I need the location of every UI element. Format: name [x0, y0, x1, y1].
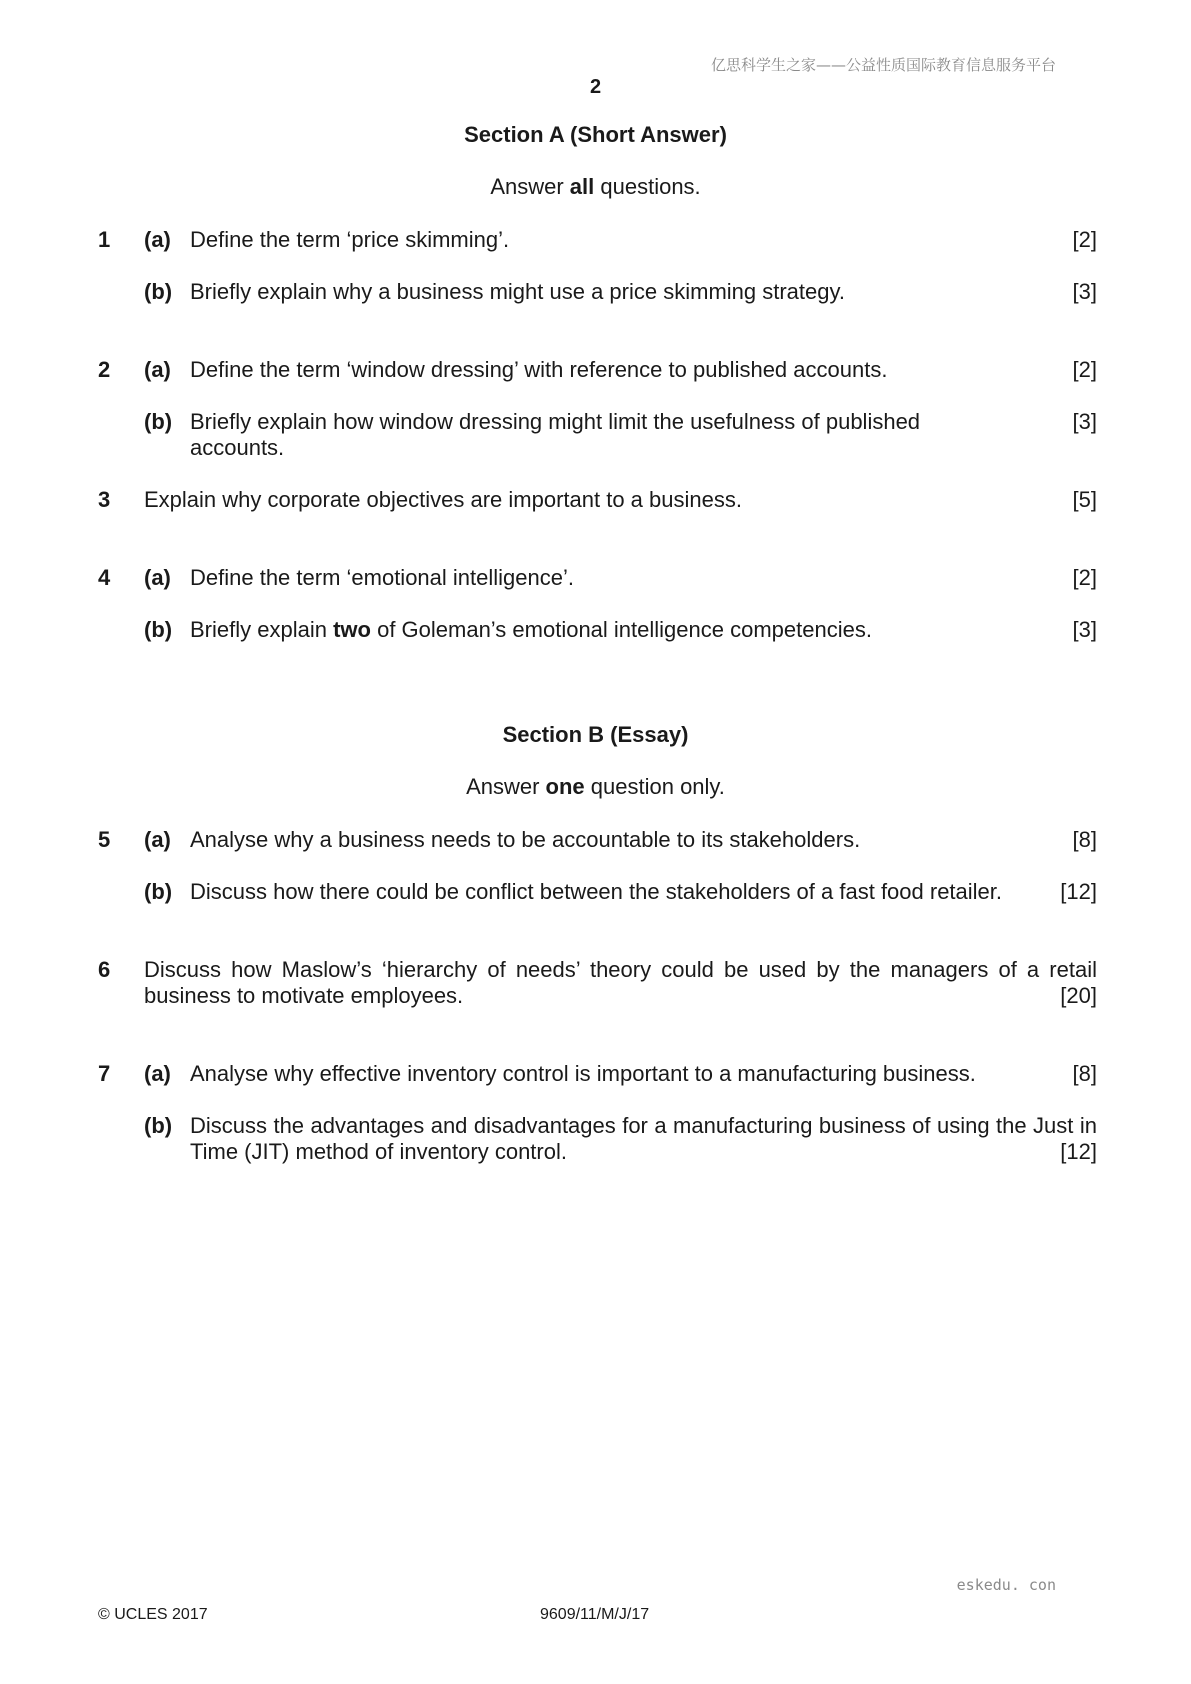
question-text: Analyse why a business needs to be accountable to its stakeholders.: [190, 827, 861, 852]
question-text: Analyse why effective inventory control is important to a manufacturing business.: [190, 1061, 976, 1086]
question-text-line: Discuss how Maslow’s ‘hierarchy of needs’ theory could be used by the managers of a retail: [144, 957, 1097, 982]
question-number: 6: [98, 957, 111, 982]
instruction-emphasis: all: [569, 174, 595, 199]
instruction-text: Answer: [490, 174, 570, 199]
section-a-instruction: [0, 174, 1191, 200]
bottom-watermark: eskedu. con: [956, 1576, 1056, 1594]
top-watermark: 亿思科学生之家——公益性质国际教育信息服务平台: [710, 56, 1056, 74]
question-text: Discuss how there could be conflict between the stakeholders of a fast food retailer.: [190, 879, 1003, 904]
part-label: (b): [144, 879, 173, 904]
question-text-last-line: [144, 983, 1097, 1009]
part-label: (b): [144, 279, 173, 304]
instruction-text: Answer: [466, 774, 546, 799]
part-label: (b): [144, 1113, 173, 1138]
part-label: (b): [144, 617, 173, 642]
part-label: (b): [144, 409, 173, 434]
question-text-part: of Goleman’s emotional intelligence competencies.: [370, 617, 872, 642]
question-text-emphasis: two: [333, 617, 371, 642]
question-text: Define the term ‘price skimming’.: [190, 227, 510, 252]
copyright: © UCLES 2017: [98, 1606, 208, 1623]
section-b-instruction: [0, 774, 1191, 800]
part-label: (a): [144, 565, 171, 590]
question-text: Define the term ‘window dressing’ with reference to published accounts.: [190, 357, 888, 382]
question-text-part: Briefly explain: [190, 617, 334, 642]
marks: [12]: [1060, 879, 1097, 904]
question-text: [190, 617, 1010, 643]
question-text-block: [190, 1113, 1097, 1165]
marks: [20]: [1060, 983, 1097, 1008]
part-label: (a): [144, 1061, 171, 1086]
instruction-text: question only.: [584, 774, 725, 799]
part-label: (a): [144, 827, 171, 852]
marks: [2]: [1072, 227, 1097, 252]
part-label: (a): [144, 227, 171, 252]
marks: [3]: [1072, 409, 1097, 434]
question-text: Define the term ‘emotional intelligence’.: [190, 565, 574, 590]
page-number: 2: [589, 76, 602, 98]
instruction-text: questions.: [594, 174, 701, 199]
question-text-line: business to motivate employees.: [144, 983, 464, 1008]
question-text-block: [144, 957, 1097, 1009]
marks: [2]: [1072, 565, 1097, 590]
section-b-title: Section B (Essay): [502, 722, 689, 747]
question-number: 2: [98, 357, 111, 382]
question-number: 3: [98, 487, 111, 512]
question-text: Briefly explain how window dressing might limit the usefulness of published accounts.: [190, 409, 921, 460]
question-text-line: Discuss the advantages and disadvantages for a manufacturing business of using the Just in: [190, 1113, 1097, 1138]
instruction-emphasis: one: [545, 774, 585, 799]
marks: [3]: [1072, 617, 1097, 642]
marks: [8]: [1072, 827, 1097, 852]
marks: [5]: [1072, 487, 1097, 512]
marks: [3]: [1072, 279, 1097, 304]
question-number: 4: [98, 565, 111, 590]
question-text-line: Time (JIT) method of inventory control.: [190, 1139, 567, 1164]
question-text: Briefly explain why a business might use a price skimming strategy.: [190, 279, 845, 304]
marks: [8]: [1072, 1061, 1097, 1086]
part-label: (a): [144, 357, 171, 382]
marks: [12]: [1060, 1139, 1097, 1164]
question-number: 5: [98, 827, 111, 852]
question-number: 1: [98, 227, 111, 252]
paper-code: 9609/11/M/J/17: [540, 1606, 650, 1623]
question-text-last-line: [190, 1139, 1097, 1165]
section-a-title: Section A (Short Answer): [464, 122, 727, 147]
question-number: 7: [98, 1061, 111, 1086]
question-text: Explain why corporate objectives are important to a business.: [144, 487, 742, 512]
marks: [2]: [1072, 357, 1097, 382]
